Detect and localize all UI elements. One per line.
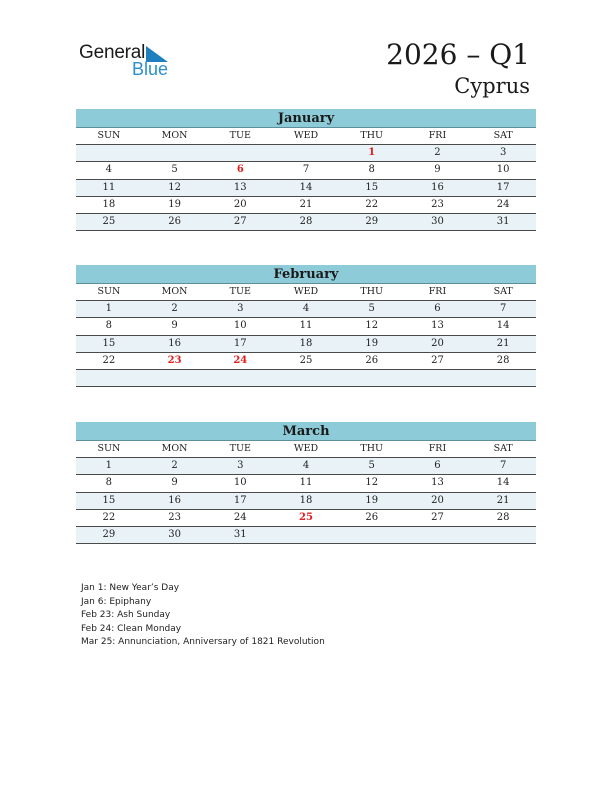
day-cell: 22 xyxy=(102,511,116,523)
week-row xyxy=(76,353,536,370)
day-cell: 6 xyxy=(236,164,244,176)
day-cell: 5 xyxy=(368,303,375,315)
day-cell: 25 xyxy=(299,511,313,523)
day-cell: 24 xyxy=(496,198,510,210)
generalblue-logo xyxy=(79,42,179,78)
day-cell: 10 xyxy=(233,320,247,332)
day-cell: 14 xyxy=(496,477,510,489)
weekday-label: SUN xyxy=(97,130,121,141)
day-cell: 31 xyxy=(233,528,247,540)
day-cell: 2 xyxy=(434,147,441,159)
day-cell: 15 xyxy=(102,494,116,506)
weekday-header-row xyxy=(76,284,536,301)
day-cell: 18 xyxy=(299,337,313,349)
day-cell: 20 xyxy=(431,494,444,506)
day-cell: 17 xyxy=(233,494,247,506)
day-cell: 13 xyxy=(233,181,247,193)
day-cell: 29 xyxy=(102,528,116,540)
day-cell: 27 xyxy=(233,215,247,227)
weekday-label: FRI xyxy=(428,286,447,297)
day-cell: 23 xyxy=(431,198,444,210)
day-cell: 28 xyxy=(496,511,510,523)
weekday-label: SUN xyxy=(97,286,121,297)
empty-day-cell xyxy=(470,527,536,543)
day-cell: 10 xyxy=(233,477,247,489)
day-cell: 15 xyxy=(365,181,379,193)
day-cell: 12 xyxy=(365,320,379,332)
holiday-notes xyxy=(81,582,325,650)
logo-text-general: General xyxy=(79,42,146,63)
weekday-label: SAT xyxy=(493,130,513,141)
weekday-label: FRI xyxy=(428,130,447,141)
day-cell: 11 xyxy=(102,181,116,193)
day-cell: 9 xyxy=(171,320,178,332)
week-row xyxy=(76,493,536,510)
day-cell: 16 xyxy=(168,337,181,349)
day-cell: 6 xyxy=(434,460,441,472)
week-row xyxy=(76,318,536,335)
month-february xyxy=(76,265,536,387)
day-cell: 14 xyxy=(496,320,510,332)
day-cell: 26 xyxy=(365,354,379,366)
weekday-label: FRI xyxy=(428,443,447,454)
day-cell: 1 xyxy=(105,303,113,315)
day-cell: 18 xyxy=(299,494,313,506)
day-cell: 13 xyxy=(431,320,444,332)
day-cell: 16 xyxy=(168,494,181,506)
day-cell: 20 xyxy=(431,337,444,349)
day-cell: 1 xyxy=(368,147,376,159)
week-row xyxy=(76,370,536,387)
day-cell: 2 xyxy=(171,303,178,315)
day-cell: 7 xyxy=(302,164,310,176)
day-cell: 22 xyxy=(102,354,116,366)
month-march xyxy=(76,422,536,544)
holiday-note: Feb 23: Ash Sunday xyxy=(81,610,171,621)
empty-day-cell xyxy=(339,370,405,386)
day-cell: 28 xyxy=(299,215,313,227)
day-cell: 25 xyxy=(299,354,313,366)
week-row xyxy=(76,301,536,318)
weekday-label: SAT xyxy=(493,443,513,454)
day-cell: 9 xyxy=(434,164,441,176)
month-title: February xyxy=(76,265,536,284)
weekday-label: SUN xyxy=(97,443,121,454)
holiday-note: Feb 24: Clean Monday xyxy=(81,623,182,634)
empty-day-cell xyxy=(76,145,142,161)
day-cell: 4 xyxy=(302,303,310,315)
day-cell: 3 xyxy=(237,460,244,472)
day-cell: 9 xyxy=(171,477,178,489)
logo-text-blue: Blue xyxy=(132,59,169,79)
day-cell: 3 xyxy=(499,147,507,159)
day-cell: 30 xyxy=(431,215,444,227)
day-cell: 23 xyxy=(167,354,182,366)
day-cell: 17 xyxy=(496,181,510,193)
empty-day-cell xyxy=(273,145,339,161)
day-cell: 29 xyxy=(365,215,379,227)
day-cell: 8 xyxy=(368,164,375,176)
day-cell: 4 xyxy=(105,164,113,176)
weekday-label: THU xyxy=(360,443,384,454)
week-row xyxy=(76,458,536,475)
empty-day-cell xyxy=(405,527,471,543)
day-cell: 18 xyxy=(102,198,116,210)
day-cell: 19 xyxy=(168,198,181,210)
day-cell: 28 xyxy=(496,354,510,366)
holiday-note: Jan 1: New Year’s Day xyxy=(81,583,180,593)
weekday-label: WED xyxy=(293,443,319,454)
weekday-label: THU xyxy=(360,286,384,297)
day-cell: 5 xyxy=(368,460,375,472)
week-row xyxy=(76,336,536,353)
day-cell: 25 xyxy=(102,215,116,227)
day-cell: 26 xyxy=(168,215,181,227)
week-row xyxy=(76,180,536,197)
day-cell: 27 xyxy=(431,511,444,523)
weekday-header-row xyxy=(76,128,536,145)
day-cell: 26 xyxy=(365,511,379,523)
day-cell: 16 xyxy=(431,181,444,193)
holiday-note: Mar 25: Annunciation, Anniversary of 1821 Revolution xyxy=(81,637,325,648)
day-cell: 23 xyxy=(168,511,181,523)
day-cell: 12 xyxy=(168,181,181,193)
day-cell: 1 xyxy=(105,460,113,472)
day-cell: 3 xyxy=(237,303,244,315)
weekday-label: THU xyxy=(360,130,384,141)
empty-day-cell xyxy=(273,370,339,386)
day-cell: 30 xyxy=(168,528,181,540)
weekday-label: TUE xyxy=(229,130,251,141)
empty-day-cell xyxy=(142,370,208,386)
empty-day-cell xyxy=(470,370,536,386)
weekday-label: WED xyxy=(293,286,319,297)
day-cell: 21 xyxy=(496,494,510,506)
day-cell: 24 xyxy=(233,354,248,366)
empty-day-cell xyxy=(207,145,273,161)
week-row xyxy=(76,162,536,179)
day-cell: 17 xyxy=(233,337,247,349)
page-title: 2026 – Q1 xyxy=(386,38,530,71)
day-cell: 10 xyxy=(496,164,510,176)
week-row xyxy=(76,510,536,527)
day-cell: 2 xyxy=(171,460,178,472)
day-cell: 22 xyxy=(365,198,379,210)
day-cell: 8 xyxy=(105,320,113,332)
day-cell: 7 xyxy=(499,303,507,315)
day-cell: 15 xyxy=(102,337,116,349)
day-cell: 24 xyxy=(233,511,247,523)
month-title: January xyxy=(76,109,536,128)
empty-day-cell xyxy=(207,370,273,386)
week-row xyxy=(76,214,536,231)
week-row xyxy=(76,527,536,544)
day-cell: 7 xyxy=(499,460,507,472)
day-cell: 27 xyxy=(431,354,444,366)
empty-day-cell xyxy=(405,370,471,386)
day-cell: 6 xyxy=(434,303,441,315)
day-cell: 21 xyxy=(299,198,313,210)
weekday-label: TUE xyxy=(229,286,251,297)
month-title: March xyxy=(76,422,536,441)
day-cell: 14 xyxy=(299,181,313,193)
empty-day-cell xyxy=(339,527,405,543)
day-cell: 13 xyxy=(431,477,444,489)
day-cell: 11 xyxy=(299,320,313,332)
day-cell: 4 xyxy=(302,460,310,472)
week-row xyxy=(76,145,536,162)
weekday-label: TUE xyxy=(229,443,251,454)
day-cell: 19 xyxy=(365,337,379,349)
week-row xyxy=(76,197,536,214)
day-cell: 5 xyxy=(171,164,178,176)
country-name: Cyprus xyxy=(454,74,530,98)
empty-day-cell xyxy=(273,527,339,543)
empty-day-cell xyxy=(142,145,208,161)
day-cell: 20 xyxy=(233,198,247,210)
weekday-label: MON xyxy=(161,443,188,454)
weekday-label: WED xyxy=(293,130,319,141)
day-cell: 21 xyxy=(496,337,510,349)
day-cell: 31 xyxy=(496,215,510,227)
empty-day-cell xyxy=(76,370,142,386)
day-cell: 8 xyxy=(105,477,113,489)
weekday-label: SAT xyxy=(493,286,513,297)
day-cell: 11 xyxy=(299,477,313,489)
day-cell: 12 xyxy=(365,477,379,489)
day-cell: 19 xyxy=(365,494,379,506)
holiday-note: Jan 6: Epiphany xyxy=(81,596,152,607)
week-row xyxy=(76,475,536,492)
weekday-label: MON xyxy=(161,286,188,297)
weekday-label: MON xyxy=(161,130,188,141)
weekday-header-row xyxy=(76,441,536,458)
month-january xyxy=(76,109,536,231)
